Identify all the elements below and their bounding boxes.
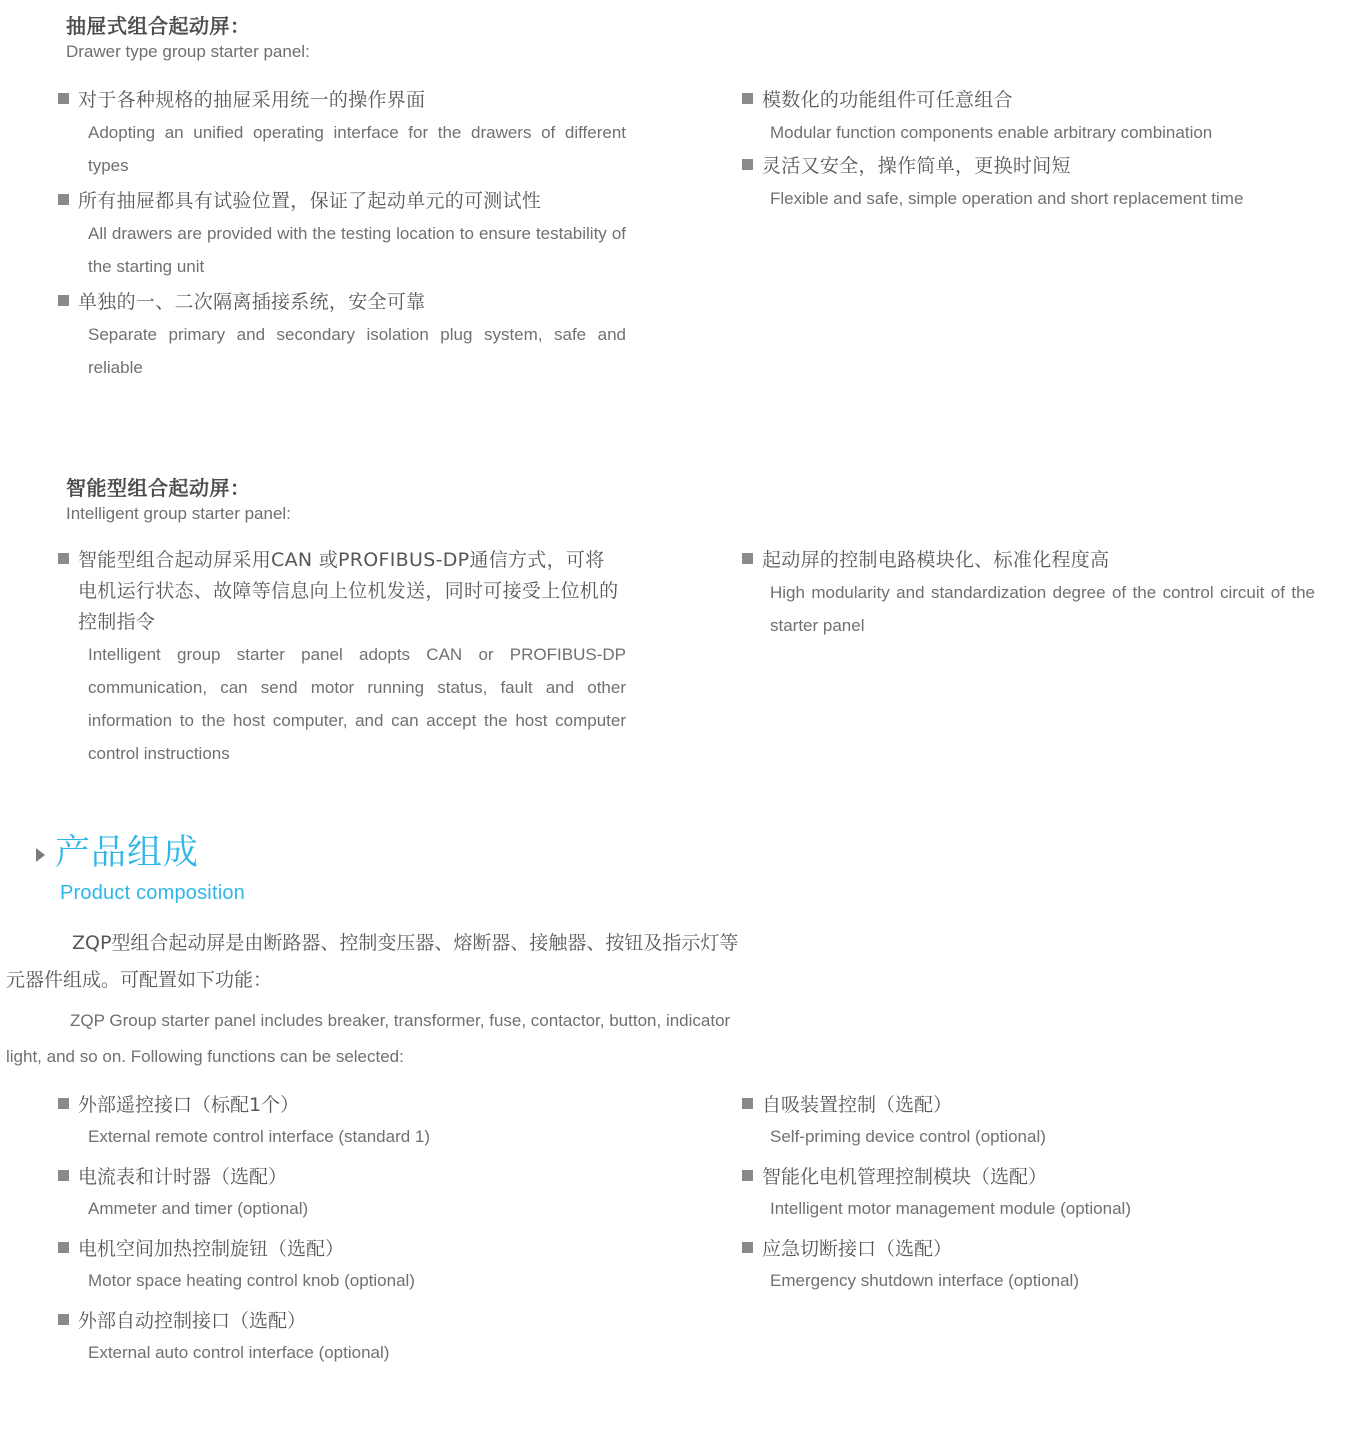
intro-en-line2: light, and so on. Following functions can be selected: [6, 1047, 404, 1066]
option-label-cn: 智能化电机管理控制模块（选配） [762, 1166, 1048, 1188]
intro-cn-line2: 元器件组成。可配置如下功能： [6, 969, 273, 991]
product-intro-paragraph [6, 925, 932, 1075]
list-item [742, 1090, 1342, 1154]
intro-cn-line1-text: ZQP型组合起动屏是由断路器、控制变压器、熔断器、接触器、按钮及指示灯等 [72, 932, 739, 954]
list-item [58, 1234, 678, 1298]
square-bullet-icon [742, 1170, 753, 1181]
square-bullet-icon [58, 1170, 69, 1181]
list-item [58, 287, 643, 384]
square-bullet-icon [742, 1242, 753, 1253]
list-item-label-cn: 对于各种规格的抽屉采用统一的操作界面 [78, 89, 426, 111]
intelligent-title-cn: 智能型组合起动屏： [66, 476, 251, 500]
square-bullet-icon [58, 1242, 69, 1253]
option-label-cn: 外部自动控制接口（选配） [78, 1310, 307, 1332]
list-item-label-cn: 所有抽屉都具有试验位置，保证了起动单元的可测试性 [78, 190, 542, 212]
list-item-label-en: Modular function components enable arbitrary combination [770, 123, 1213, 142]
list-item [58, 1090, 678, 1154]
list-item-label-en: Adopting an unified operating interface for the drawers of different types [88, 123, 626, 175]
intro-en-line1 [32, 1003, 932, 1039]
list-item-label-en: High modularity and standardization degree of the control circuit of the starter panel [770, 583, 1315, 635]
list-item-label-cn: 模数化的功能组件可任意组合 [762, 89, 1013, 111]
drawer-title-cn: 抽屉式组合起动屏： [66, 14, 251, 38]
intro-cn-line1 [32, 925, 932, 962]
page-title-cn: 产品组成 [55, 833, 200, 873]
option-label-en: Intelligent motor management module (optional) [770, 1199, 1131, 1218]
option-label-cn: 电机空间加热控制旋钮（选配） [78, 1238, 345, 1260]
list-item [58, 1162, 678, 1226]
list-item-label-cn: 单独的一、二次隔离插接系统，安全可靠 [78, 291, 426, 313]
square-bullet-icon [58, 1314, 69, 1325]
option-label-cn: 电流表和计时器（选配） [78, 1166, 288, 1188]
list-item [58, 1306, 678, 1370]
square-bullet-icon [742, 1098, 753, 1109]
list-item [742, 1234, 1342, 1298]
list-item [58, 545, 643, 770]
product-options-left [58, 1090, 678, 1378]
intelligent-title-en: Intelligent group starter panel: [66, 504, 291, 523]
product-options-right [742, 1090, 1342, 1306]
list-item [58, 186, 643, 283]
list-item-label-en: All drawers are provided with the testing location to ensure testability of the starting unit [88, 224, 626, 276]
list-item-label-en: Separate primary and secondary isolation plug system, safe and reliable [88, 325, 626, 377]
option-label-en: Ammeter and timer (optional) [88, 1199, 309, 1218]
option-label-cn: 应急切断接口（选配） [762, 1238, 953, 1260]
square-bullet-icon [742, 93, 753, 104]
drawer-title-en: Drawer type group starter panel: [66, 42, 310, 61]
option-label-en: External remote control interface (standard 1) [88, 1127, 431, 1146]
option-label-en: Motor space heating control knob (optional) [88, 1271, 415, 1290]
option-label-en: External auto control interface (optional) [88, 1343, 390, 1362]
list-item-label-cn: 起动屏的控制电路模块化、标准化程度高 [762, 549, 1110, 571]
triangle-arrow-icon [36, 848, 45, 862]
square-bullet-icon [742, 553, 753, 564]
page-title-en: Product composition [60, 882, 246, 904]
square-bullet-icon [58, 553, 69, 564]
product-composition-heading [36, 832, 736, 905]
list-item-label-en: Intelligent group starter panel adopts CAN or PROFIBUS-DP communication, can send motor running status, fault and other information to the host computer, and can accept the host computer control instructions [88, 645, 626, 763]
drawer-left-list [58, 85, 643, 384]
square-bullet-icon [742, 159, 753, 170]
intelligent-right-list [742, 545, 1317, 642]
square-bullet-icon [58, 1098, 69, 1109]
list-item-label-cn: 智能型组合起动屏采用CAN 或PROFIBUS-DP通信方式，可将电机运行状态、故障等信息向上位机发送，同时可接受上位机的控制指令 [78, 549, 619, 633]
option-label-cn: 外部遥控接口（标配1个） [78, 1094, 300, 1116]
list-item [742, 151, 1312, 215]
drawer-section-heading [66, 10, 666, 62]
list-item-label-cn: 灵活又安全，操作简单，更换时间短 [762, 155, 1071, 177]
option-label-cn: 自吸装置控制（选配） [762, 1094, 953, 1116]
intelligent-section-heading [66, 472, 666, 524]
list-item [58, 85, 643, 182]
list-item-label-en: Flexible and safe, simple operation and short replacement time [770, 189, 1244, 208]
drawer-right-list [742, 85, 1312, 215]
intro-en-line1-text: ZQP Group starter panel includes breaker, transformer, fuse, contactor, button, indicator [70, 1011, 731, 1030]
list-item [742, 85, 1312, 149]
option-label-en: Self-priming device control (optional) [770, 1127, 1046, 1146]
intelligent-left-list [58, 545, 643, 770]
square-bullet-icon [58, 295, 69, 306]
list-item [742, 545, 1317, 642]
list-item [742, 1162, 1342, 1226]
option-label-en: Emergency shutdown interface (optional) [770, 1271, 1079, 1290]
square-bullet-icon [58, 93, 69, 104]
